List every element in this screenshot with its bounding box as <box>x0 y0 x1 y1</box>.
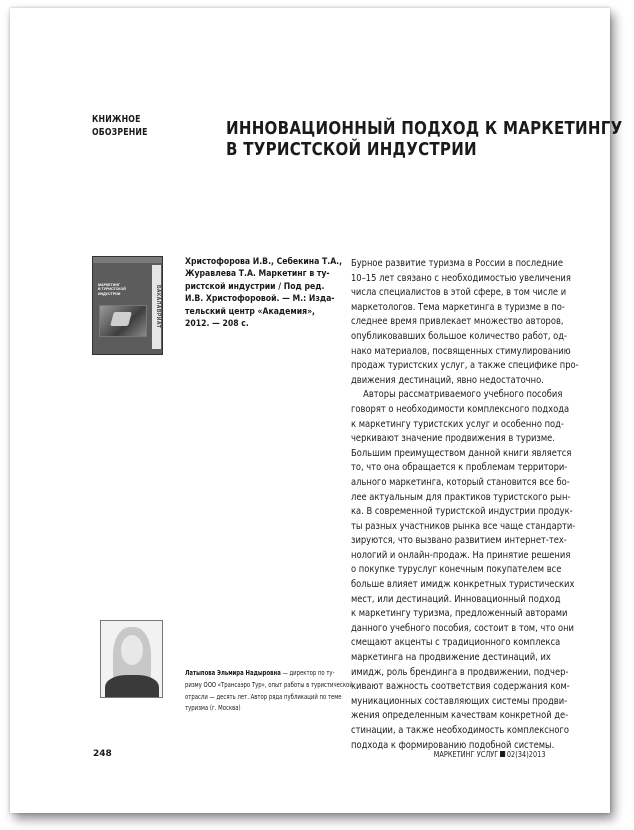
rubric-line: ОБОЗРЕНИЕ <box>92 127 148 138</box>
rubric-line: КНИЖНОЕ <box>92 114 141 125</box>
cover-illustration <box>99 305 147 337</box>
body-line: следнее время привлекает множество авторов, <box>351 316 564 328</box>
body-line: мест, или дестинаций. Инновационный подход <box>351 593 561 605</box>
review-body <box>351 257 579 753</box>
bio-line-rest: — директор по ту- <box>280 669 335 677</box>
bio-line: отрасли — десять лет. Автор ряда публикаций по теме <box>185 692 342 701</box>
title-line: В ТУРИСТСКОЙ ИНДУСТРИИ <box>226 140 477 160</box>
body-line: стинации, а также необходимость комплексного <box>351 725 569 736</box>
bio-line: туризма (г. Москва) <box>185 704 241 713</box>
body-line: нологий и онлайн-продаж. На принятие решения <box>351 549 571 561</box>
body-line: ального маркетинга, который становится все бо- <box>351 476 570 488</box>
author-bio <box>185 668 353 715</box>
bib-line: И.В. Христофоровой. — М.: Изда- <box>185 293 335 305</box>
body-line: к маркетингу туристских услуг и особенно под- <box>351 418 564 430</box>
book-bibliography <box>185 256 343 330</box>
bib-line: тельский центр «Академия», <box>185 305 315 317</box>
body-line: маркетинга на продвижение дестинаций, их <box>351 652 551 664</box>
bib-line: ристской индустрии / Под ред. <box>185 280 325 292</box>
body-line: кивают важность соответствия содержания ком- <box>351 681 570 693</box>
body-line: подхода к формированию подобной системы. <box>351 739 555 751</box>
bib-line: 2012. — 208 с. <box>185 318 249 330</box>
cover-title-line: МАРКЕТИНГ <box>98 283 120 287</box>
body-line: говорят о необходимости комплексного подхода <box>351 403 570 415</box>
photo-shoulders <box>105 675 159 698</box>
body-line: опубликовавших большое количество работ, од- <box>351 330 568 342</box>
page-number: 248 <box>93 749 112 759</box>
section-rubric <box>92 113 166 139</box>
cover-title-line: В ТУРИСТСКОЙ <box>98 287 126 292</box>
body-line: нако материалов, посвященных стимулированию <box>351 345 571 357</box>
body-line: ты разных участников рынка все чаще стандарти- <box>351 520 576 532</box>
body-line: смещают акценты с традиционного комплекса <box>351 637 561 649</box>
body-line: числа специалистов в этой сфере, в том числе и <box>351 287 567 299</box>
bio-line: ризму ООО «Трансаэро Тур», опыт работы в туристической <box>185 680 353 689</box>
body-line: к маркетингу туризма, предложенный авторами <box>351 608 568 620</box>
body-line: черкивают значение продвижения в туризме. <box>351 433 555 445</box>
cover-top-band <box>93 257 162 263</box>
cover-title <box>98 283 142 296</box>
body-line: лее актуальным для практиков туристского рын- <box>351 491 571 503</box>
body-line: зируются, что вызвано развитием интернет-тех- <box>351 535 567 547</box>
square-separator-icon <box>500 751 505 757</box>
body-line: ка. В современной туристской индустрии продук- <box>351 506 573 518</box>
body-line: продаж туристских услуг, а также специфике про- <box>351 360 579 372</box>
body-line: движения дестинаций, явно недостаточно. <box>351 374 544 386</box>
article-title <box>226 119 623 161</box>
body-line: больше влияет имидж конкретных туристических <box>351 579 575 591</box>
book-cover-image <box>92 256 163 355</box>
body-line: о покупке туруслуг конечным покупателем все <box>351 564 562 576</box>
body-line: муникационных составляющих системы продви- <box>351 695 568 707</box>
body-line: то, что она обращается к проблемам территори- <box>351 462 568 474</box>
body-line: Большим преимуществом данной книги является <box>351 447 572 459</box>
body-line: жения определенным качествам конкретной де- <box>351 710 569 722</box>
author-name: Латыпова Эльмира Надыровна <box>185 669 281 677</box>
magazine-page <box>10 8 623 813</box>
title-line: ИННОВАЦИОННЫЙ ПОДХОД К МАРКЕТИНГУ <box>226 119 623 139</box>
bib-line: Журавлева Т.А. Маркетинг в ту- <box>185 268 330 280</box>
journal-footer <box>434 750 546 759</box>
bio-line <box>185 668 335 680</box>
cover-title-line: ИНДУСТРИИ <box>98 291 121 296</box>
author-photo <box>100 620 163 698</box>
body-line: данного учебного пособия, состоит в том, что они <box>351 622 574 634</box>
body-line: Бурное развитие туризма в России в последние <box>351 258 563 269</box>
body-line: 10–15 лет связано с необходимостью увеличения <box>351 272 571 284</box>
body-line: Авторы рассматриваемого учебного пособия <box>363 389 563 401</box>
bib-line: Христофорова И.В., Себекина Т.А., <box>185 256 343 267</box>
body-line: имидж, роль брендинга в продвижении, подчер- <box>351 666 569 678</box>
journal-name: МАРКЕТИНГ УСЛУГ <box>434 750 499 759</box>
journal-issue: 02(34)2013 <box>507 750 546 759</box>
photo-face <box>121 635 143 665</box>
body-line: маркетологов. Тема маркетинга в туризме в по- <box>351 301 565 313</box>
cover-series-label: БАКАЛАВРИАТ <box>152 265 161 349</box>
